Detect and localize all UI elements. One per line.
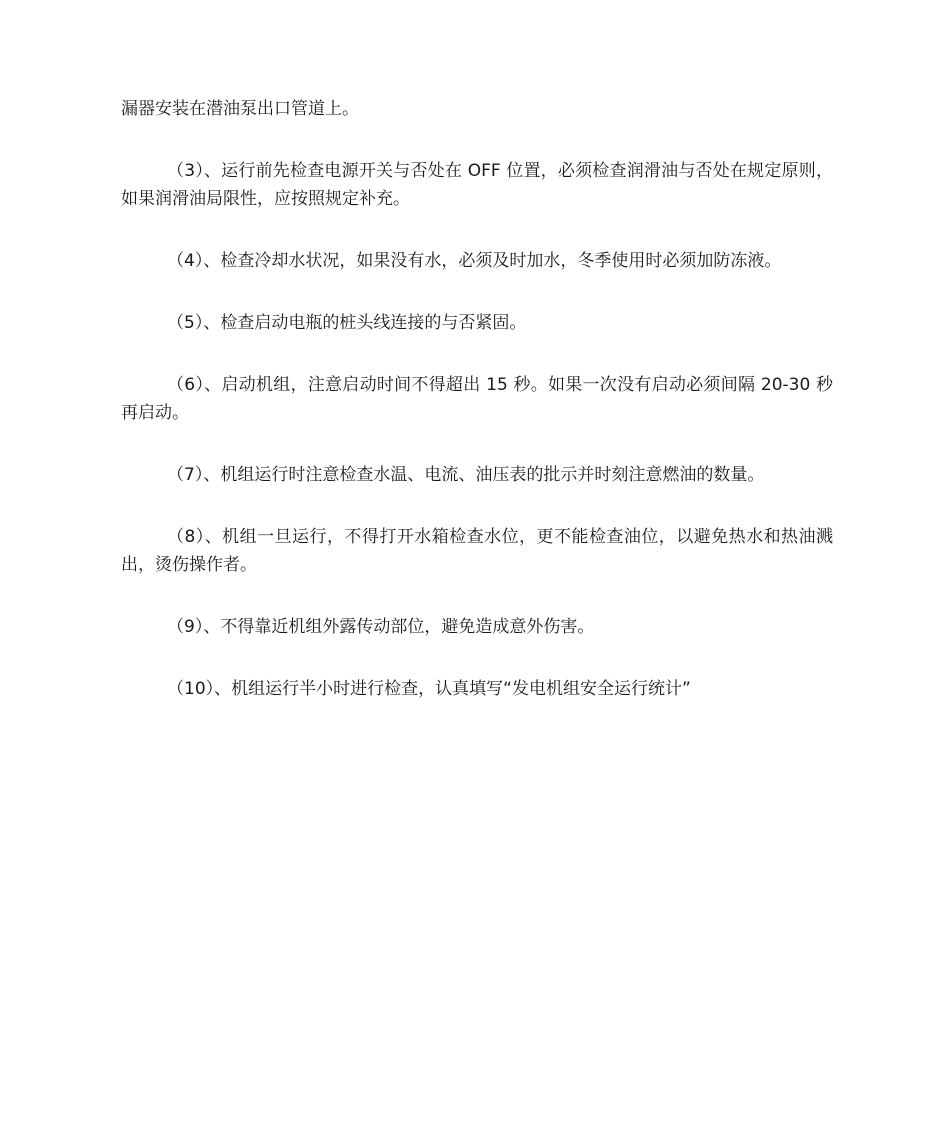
document-body <box>121 95 833 737</box>
paragraph-item-5: （5）、检查启动电瓶的桩头线连接的与否紧固。 <box>167 313 527 333</box>
paragraph-item-8: （8）、机组一旦运行，不得打开水箱检查水位，更不能检查油位，以避免热水和热油溅出，烫伤操作者。 <box>121 527 833 575</box>
paragraph-item-10: （10）、机组运行半小时进行检查，认真填写“发电机组安全运行统计” <box>167 679 691 699</box>
paragraph-item-9: （9）、不得靠近机组外露传动部位，避免造成意外伤害。 <box>167 617 595 637</box>
paragraph-item-3: （3）、运行前先检查电源开关与否处在 OFF 位置，必须检查润滑油与否处在规定原则，如果润滑油局限性，应按照规定补充。 <box>121 161 833 209</box>
paragraph-item-6: （6）、启动机组，注意启动时间不得超出 15 秒。如果一次没有启动必须间隔 20-30 秒再启动。 <box>121 375 833 423</box>
paragraph-continuation: 漏器安装在潜油泵出口管道上。 <box>121 99 359 119</box>
paragraph-item-7: （7）、机组运行时注意检查水温、电流、油压表的批示并时刻注意燃油的数量。 <box>167 465 765 485</box>
paragraph-item-4: （4）、检查冷却水状况，如果没有水，必须及时加水，冬季使用时必须加防冻液。 <box>167 251 782 271</box>
